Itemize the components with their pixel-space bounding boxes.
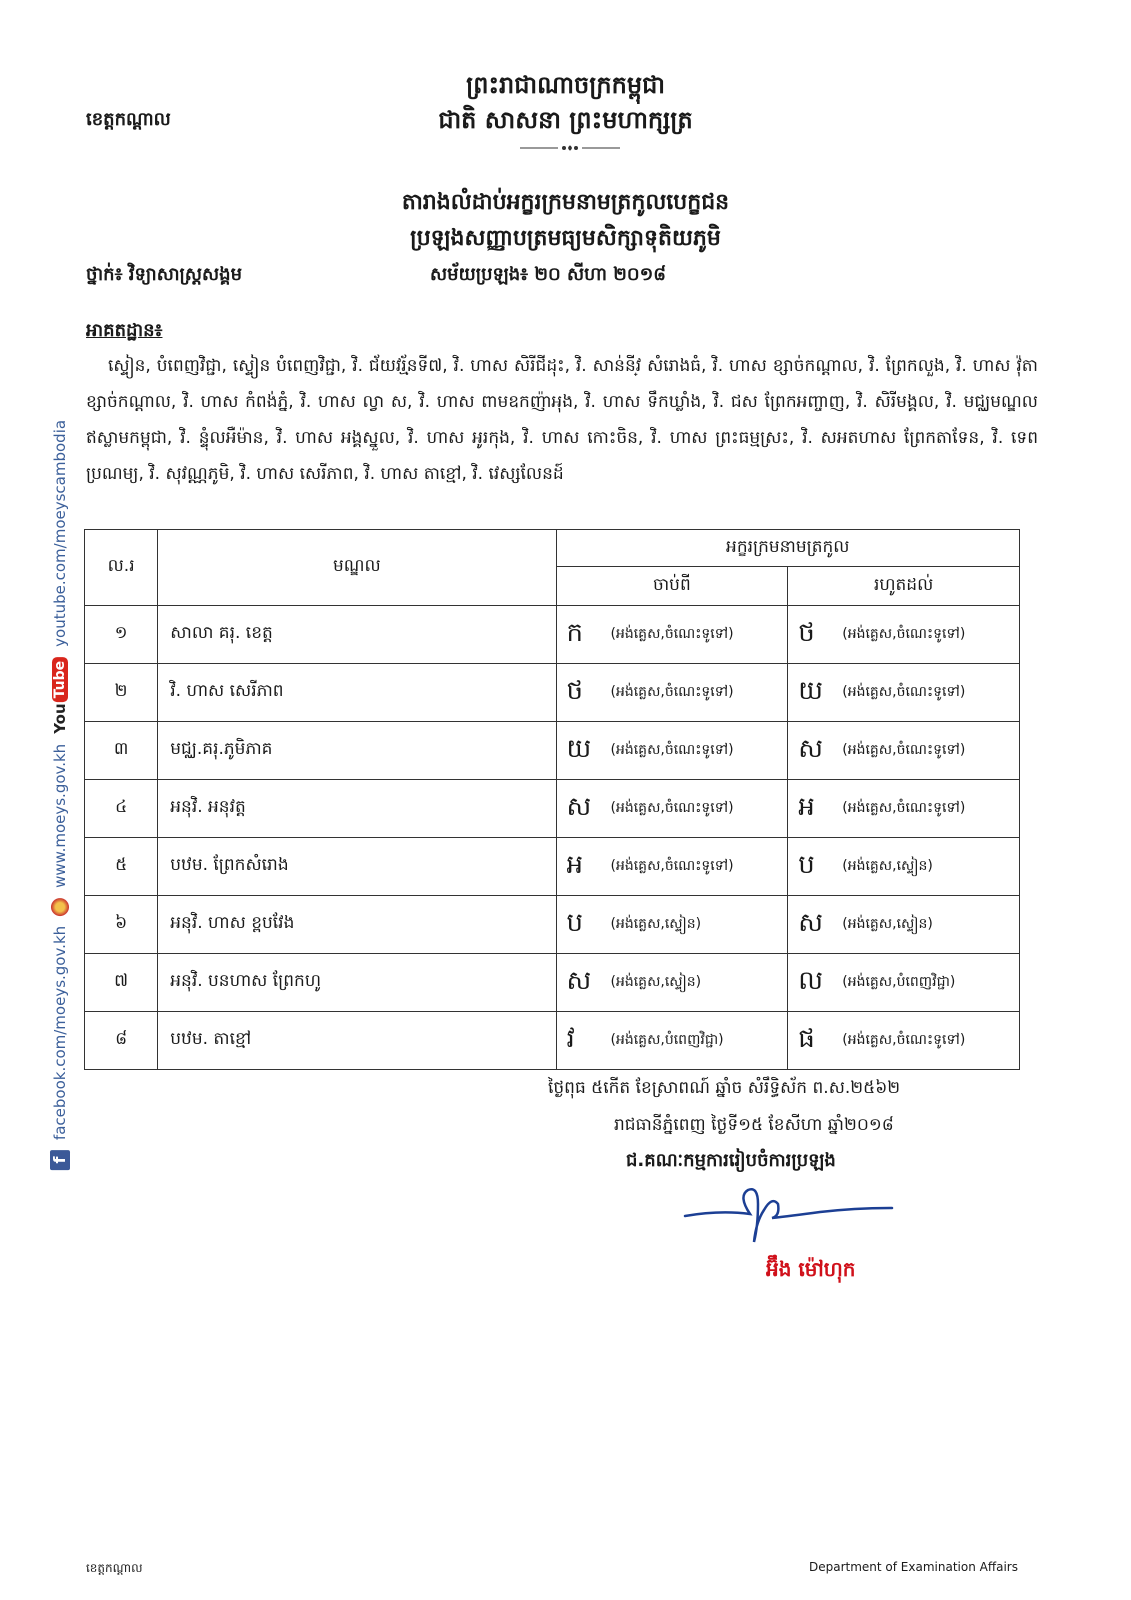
lunar-date: ថ្ងៃពុធ ៥កើត ខែស្រាពណ៍ ឆ្នាំច សំរឹទ្ធិស័ក ព.ស.២៥៦២ (548, 1078, 901, 1098)
table-row (85, 838, 1020, 896)
to-letter: ផ (798, 1023, 815, 1054)
document-subtitle: ប្រឡងសញ្ញាបត្រមធ្យមសិក្សាទុតិយភូមិ (410, 226, 721, 251)
from-letter: អ (566, 849, 584, 880)
solar-date: រាជធានីភ្នំពេញ ថ្ងៃទី១៥ ខែសីហា ឆ្នាំ២០១៨ (614, 1115, 894, 1135)
to-note: (អង់គ្លេស,ស្ទៀន) (842, 916, 933, 932)
moeys-emblem-icon (51, 898, 69, 916)
header-no: ល.រ (85, 530, 158, 606)
committee-title: ជ.គណៈកម្មការរៀបចំការប្រឡង (626, 1150, 836, 1171)
table-row (85, 1012, 1020, 1070)
from-note: (អង់គ្លេស,ចំណេះទូទៅ) (610, 684, 734, 700)
to-note: (អង់គ្លេស,ចំណេះទូទៅ) (842, 742, 966, 758)
to-letter: ល (798, 965, 823, 996)
row-center: អនុវិ. បនហាស ព្រែកហូ (158, 954, 556, 1012)
province-label: ខេត្តកណ្ដាល (86, 109, 171, 130)
facebook-link[interactable]: facebook.com/moeys.gov.kh (51, 925, 69, 1141)
table-row (85, 780, 1020, 838)
youtube-link[interactable]: youtube.com/moeyscambodia (51, 419, 69, 647)
from-note: (អង់គ្លេស,ចំណេះទូទៅ) (610, 626, 734, 642)
from-letter: ថ (566, 675, 584, 706)
row-center: សាលា គរុ. ខេត្ត (158, 606, 556, 664)
from-note: (អង់គ្លេស,ស្ទៀន) (610, 974, 702, 990)
from-letter: ស (566, 791, 592, 822)
footer-department: Department of Examination Affairs (809, 1560, 1018, 1574)
to-letter: អ (798, 791, 815, 822)
from-letter: ក (566, 617, 584, 648)
to-note: (អង់គ្លេស,ស្ទៀន) (842, 858, 933, 874)
signer-name: អ៊ឹង ម៉ៅហុក (766, 1257, 856, 1281)
document-title: តារាងលំដាប់អក្ខរក្រមនាមត្រកូលបេក្ខជន (401, 190, 730, 215)
centers-list: ស្ទៀន, បំពេញវិជ្ជា, ស្ទៀន បំពេញវិជ្ជា, វិ. ជ័យវរ្ម័នទី៧, វិ. ហាស សិរីជីដុះ, វិ. សាន់នីវ្ សំរោងធំ, វិ. ហាស ខ្សាច់កណ្ដាល, វិ. ព្រែកលួង, វិ. ហាស វ៉ុតាខ្សាច់កណ្ដាល, វិ. ហាស កំពង់ភ្នំ, វិ. ហាស ល្វា ស, វិ. ហាស ពាមឧកញ៉ាអុង, វិ. ហាស ទឹកឃ្លាំង, វិ. ជស ព្រែកអញ្ចាញ, វិ. សិរីមង្គល, វិ. មជ្ឈមណ្ឌលឥស្លាមកម្ពុជា, វិ. ន្ទុំលអឺម៉ាន, វិ. ហាស អង្គស្នួល, វិ. ហាស អូរកុង, វិ. ហាស កោះចិន, វិ. ហាស ព្រះធម្មស្រះ, វិ. សអតហាស ព្រែកតាទែន, វិ. ទេពប្រណម្យ, វិ. សុវណ្ណភូមិ, វិ. ហាស សេរីភាព, វិ. ហាស តាខ្មៅ, វិ. វេស្សលែនដ៍ (86, 356, 1038, 484)
to-letter: ថ (798, 617, 815, 648)
ornament-divider (520, 142, 620, 154)
from-note: (អង់គ្លេស,បំពេញវិជ្ជា) (610, 1032, 724, 1048)
from-note: (អង់គ្លេស,ស្ទៀន) (610, 916, 702, 932)
from-letter: ប (566, 907, 584, 938)
subject-label: ថ្នាក់៖ វិទ្យាសាស្ត្រសង្គម (86, 264, 243, 285)
from-letter: វ (566, 1023, 575, 1054)
from-note: (អង់គ្លេស,ចំណេះទូទៅ) (610, 858, 734, 874)
from-letter: ស (566, 965, 592, 996)
header-from: ចាប់ពី (556, 567, 788, 606)
row-center: បឋម. តាខ្មៅ (158, 1012, 556, 1070)
to-note: (អង់គ្លេស,ចំណេះទូទៅ) (842, 684, 966, 700)
table-row (85, 954, 1020, 1012)
to-note: (អង់គ្លេស,ចំណេះទូទៅ) (842, 800, 966, 816)
national-motto: ជាតិ សាសនា ព្រះមហាក្សត្រ (438, 106, 693, 134)
facebook-icon: f (50, 1150, 70, 1170)
row-number: ៤ (85, 780, 158, 838)
header-to: រហូតដល់ (788, 567, 1020, 606)
from-note: (អង់គ្លេស,ចំណេះទូទៅ) (610, 800, 734, 816)
to-letter: យ (798, 675, 823, 706)
row-number: ៦ (85, 896, 158, 954)
table-row (85, 722, 1020, 780)
social-sidebar (46, 405, 74, 1185)
row-center: មជ្ឈ.គរុ.ភូមិភាគ (158, 722, 556, 780)
header-alphabet: អក្ខរក្រមនាមត្រកូល (556, 530, 1020, 567)
to-letter: ស (798, 907, 823, 938)
row-center: អនុវិ. ហាស ខ្ពបវែង (158, 896, 556, 954)
to-note: (អង់គ្លេស,បំពេញវិជ្ជា) (842, 974, 956, 990)
to-note: (អង់គ្លេស,ចំណេះទូទៅ) (842, 1032, 966, 1048)
kingdom-title: ព្រះរាជាណាចក្រកម្ពុជា (466, 71, 665, 99)
row-number: ៨ (85, 1012, 158, 1070)
youtube-icon: You Tube (51, 657, 69, 734)
row-center: វិ. ហាស សេរីភាព (158, 664, 556, 722)
from-letter: យ (566, 733, 592, 764)
row-number: ២ (85, 664, 158, 722)
to-letter: ស (798, 733, 823, 764)
row-number: ៥ (85, 838, 158, 896)
from-note: (អង់គ្លេស,ចំណេះទូទៅ) (610, 742, 734, 758)
table-row (85, 664, 1020, 722)
row-center: បឋម. ព្រែកសំរោង (158, 838, 556, 896)
table-row (85, 896, 1020, 954)
footer-province: ខេត្តកណ្ដាល (86, 1561, 143, 1575)
row-center: អនុវិ. អនុវត្ត (158, 780, 556, 838)
session-label: សម័យប្រឡង៖ ២០ សីហា ២០១៨ (430, 264, 666, 285)
centers-heading: អាគតដ្ឋាន៖ (86, 320, 163, 341)
row-number: ១ (85, 606, 158, 664)
row-number: ៣ (85, 722, 158, 780)
table-row (85, 606, 1020, 664)
website-link[interactable]: www.moeys.gov.kh (51, 743, 69, 888)
alphabet-table (84, 529, 1020, 1070)
signature (680, 1182, 900, 1252)
row-number: ៧ (85, 954, 158, 1012)
to-note: (អង់គ្លេស,ចំណេះទូទៅ) (842, 626, 966, 642)
header-center: មណ្ឌល (158, 530, 556, 606)
to-letter: ប (798, 849, 815, 880)
